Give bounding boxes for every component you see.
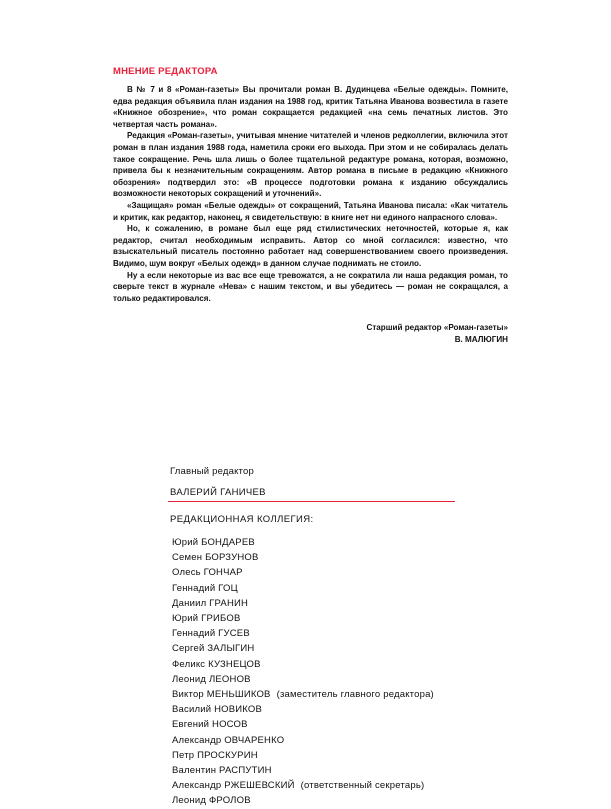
member-first-name: Даниил [172, 597, 207, 609]
board-member [172, 672, 434, 687]
signature-name: В. МАЛЮГИН [454, 335, 508, 344]
member-last-name: МЕНЬШИКОВ [206, 689, 271, 701]
member-first-name: Сергей [172, 643, 205, 655]
editor-signature [113, 322, 508, 346]
board-member [172, 550, 434, 565]
chief-editor-name: ВАЛЕРИЙ ГАНИЧЕВ [170, 487, 266, 498]
member-role: (заместитель главного редактора) [276, 689, 434, 701]
member-last-name: ГРАНИН [209, 597, 249, 609]
member-last-name: ПРОСКУРИН [197, 749, 258, 761]
member-last-name: ГРИБОВ [201, 613, 241, 625]
member-first-name: Александр [172, 780, 222, 792]
member-first-name: Юрий [172, 537, 199, 548]
member-last-name: ЛЕОНОВ [208, 673, 251, 685]
board-member [172, 687, 434, 702]
editor-note-paragraph: «Защищая» роман «Белые одежды» от сокращений, Татьяна Иванова писала: «Как читатель и критик, как редактор, наконец, я свидетельствую: в книге нет ни единого напрасного слова». [113, 200, 508, 222]
member-last-name: ФРОЛОВ [208, 795, 251, 807]
member-first-name: Василий [172, 704, 212, 716]
board-member [172, 702, 434, 717]
board-member [172, 748, 434, 763]
member-last-name: НОВИКОВ [214, 704, 263, 716]
board-member [172, 611, 434, 626]
editor-note-paragraph: Но, к сожалению, в романе был еще ряд стилистических неточностей, которые я, как редактор, считал необходимым исправить. Автор со мной согласился: известно, что взыскательный писатель постоянно работает над совершенствованием своего произведения. Видимо, шум вокруг «Белых одежд» в данном случае поднимать не стоило. [113, 224, 508, 268]
board-member [172, 565, 434, 580]
member-first-name: Леонид [172, 673, 207, 685]
board-member [172, 657, 434, 672]
member-first-name: Евгений [172, 719, 210, 731]
member-first-name: Олесь [172, 567, 201, 579]
member-first-name: Петр [172, 749, 195, 761]
editor-note-paragraph: В № 7 и 8 «Роман-газеты» Вы прочитали роман В. Дудинцева «Белые одежды». Помните, едва редакция объявила план издания на 1988 год, критик Татьяна Иванова возвестила в газете «Книжное обозрение», что роман сокращается редакцией «на семь печатных листов. Это четвертая часть романа». [113, 85, 508, 129]
editor-note-paragraph: Редакция «Роман-газеты», учитывая мнение читателей и членов редколлегии, включила этот роман в план издания 1988 года, наметила сроки его выхода. При этом и не собиралась делать такое сокращение. Речь шла лишь о более тщательной редактуре романа, которая, возможно, привела бы к незначительным сокращениям. Автор романа в письме в редакцию «Книжного обозрения» подтвердил это: «В процессе подготовки романа к изданию обсуждались возможности некоторых сокращений и уточнений». [113, 131, 508, 199]
board-member [172, 581, 434, 596]
member-last-name: РЖЕШЕВСКИЙ [224, 780, 295, 792]
editor-note-heading: МНЕНИЕ РЕДАКТОРА [113, 66, 218, 77]
member-first-name: Виктор [172, 689, 204, 701]
board-member [172, 733, 434, 748]
member-last-name: НОСОВ [212, 719, 248, 731]
board-member [172, 626, 434, 641]
member-first-name: Юрий [172, 613, 199, 625]
member-last-name: ГУСЕВ [218, 628, 250, 640]
member-last-name: ОВЧАРЕНКО [224, 734, 285, 746]
board-member [172, 596, 434, 611]
member-first-name: Геннадий [172, 582, 216, 594]
member-last-name: КУЗНЕЦОВ [208, 658, 261, 670]
member-last-name: БОНДАРЕВ [201, 537, 255, 548]
member-first-name: Леонид [172, 795, 207, 807]
member-first-name: Валентин [172, 765, 217, 777]
board-member [172, 778, 434, 793]
member-first-name: Семен [172, 552, 203, 564]
board-member [172, 793, 434, 808]
editorial-board-list [172, 535, 434, 809]
signature-title: Старший редактор «Роман-газеты» [366, 323, 508, 332]
member-last-name: ГОНЧАР [203, 567, 243, 579]
editor-note-body [113, 84, 508, 304]
member-last-name: ЗАЛЫГИН [207, 643, 255, 655]
board-member [172, 535, 434, 550]
member-first-name: Феликс [172, 658, 206, 670]
board-member [172, 763, 434, 778]
member-first-name: Геннадий [172, 628, 216, 640]
member-last-name: БОРЗУНОВ [205, 552, 259, 564]
board-member [172, 641, 434, 656]
member-first-name: Александр [172, 734, 222, 746]
board-member [172, 717, 434, 732]
editorial-board-title: РЕДАКЦИОННАЯ КОЛЛЕГИЯ: [170, 514, 314, 525]
red-divider [168, 501, 455, 502]
member-role: (ответственный секретарь) [300, 780, 425, 792]
chief-editor-label: Главный редактор [170, 466, 254, 477]
member-last-name: РАСПУТИН [219, 765, 272, 777]
member-last-name: ГОЦ [218, 582, 238, 594]
editor-note-paragraph: Ну а если некоторые из вас все еще тревожатся, а не сократила ли наша редакция роман, то сверьте текст в журнале «Нева» с нашим текстом, и вы убедитесь — роман не сокращался, а только редактировался. [113, 270, 508, 303]
